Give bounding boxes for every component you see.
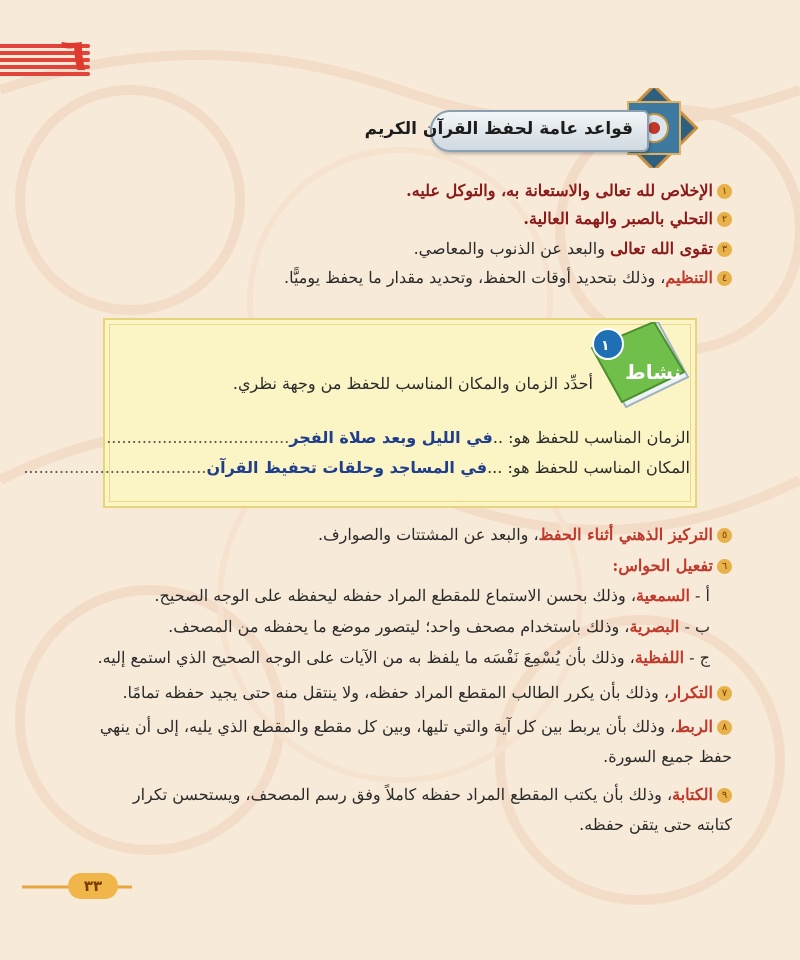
list-item: ٩الكتابة، وذلك بأن يكتب المقطع المراد حفظه كاملاً وفق رسم المصحف، ويستحسن تكرار xyxy=(133,782,732,808)
time-answer: في الليل وبعد صلاة الفجر xyxy=(289,428,493,447)
activity-label: نشاط xyxy=(625,360,682,384)
list-item-continuation: حفظ جميع السورة. xyxy=(603,747,732,766)
activity-number: ١ xyxy=(601,338,610,354)
sub-item: أ - السمعية، وذلك بحسن الاستماع للمقطع المراد حفظه ليحفظه على الوجه الصحيح. xyxy=(154,586,710,605)
section-title-banner xyxy=(364,110,649,152)
place-answer: في المساجد وحلقات تحفيظ القرآن xyxy=(206,458,488,477)
list-item: ٧التكرار، وذلك بأن يكرر الطالب المقطع المراد حفظه، ولا ينتقل منه حتى يجيد حفظه تمامًا. xyxy=(122,680,732,706)
list-item: ٥التركيز الذهني أثناء الحفظ، والبعد عن المشتتات والصوارف. xyxy=(318,522,732,548)
activity-question: أحدِّد الزمان والمكان المناسب للحفظ من وجهة نظري. xyxy=(232,374,593,393)
list-item: ٨الربط، وذلك بأن يربط بين كل آية والتي تليها، وبين كل مقطع والمقطع الذي يليه، إلى أن ينهي xyxy=(100,714,732,740)
activity-place-line: المكان المناسب للحفظ هو: ...في المساجد وحلقات تحفيظ القرآن.................................... xyxy=(23,458,690,477)
list-item: ٣تقوى الله تعالى والبعد عن الذنوب والمعاصي. xyxy=(414,236,732,262)
sub-item: ج - اللفظية، وذلك بأن يُسْمِعَ نَفْسَه ما يلفظ به من الآيات على الوجه الصحيح الذي استمع إليه. xyxy=(97,648,710,667)
chapter-number: ٦ xyxy=(60,30,87,81)
list-item: ١الإخلاص لله تعالى والاستعانة به، والتوكل عليه. xyxy=(406,178,732,204)
activity-time-line: الزمان المناسب للحفظ هو: ..في الليل وبعد صلاة الفجر.................................... xyxy=(106,428,690,447)
section-title: قواعد عامة لحفظ القرآن الكريم xyxy=(364,119,633,139)
list-item: ٢التحلي بالصبر والهمة العالية. xyxy=(523,206,732,232)
list-item-continuation: كتابته حتى يتقن حفظه. xyxy=(579,815,732,834)
sub-item: ب - البصرية، وذلك باستخدام مصحف واحد؛ ليتصور موضع ما يحفظه من المصحف. xyxy=(168,617,710,636)
page-number: ٣٣ xyxy=(68,873,118,899)
list-item: ٦تفعيل الحواس: xyxy=(612,553,732,579)
list-item: ٤التنظيم، وذلك بتحديد أوقات الحفظ، وتحديد مقدار ما يحفظ يوميًّا. xyxy=(284,265,732,291)
